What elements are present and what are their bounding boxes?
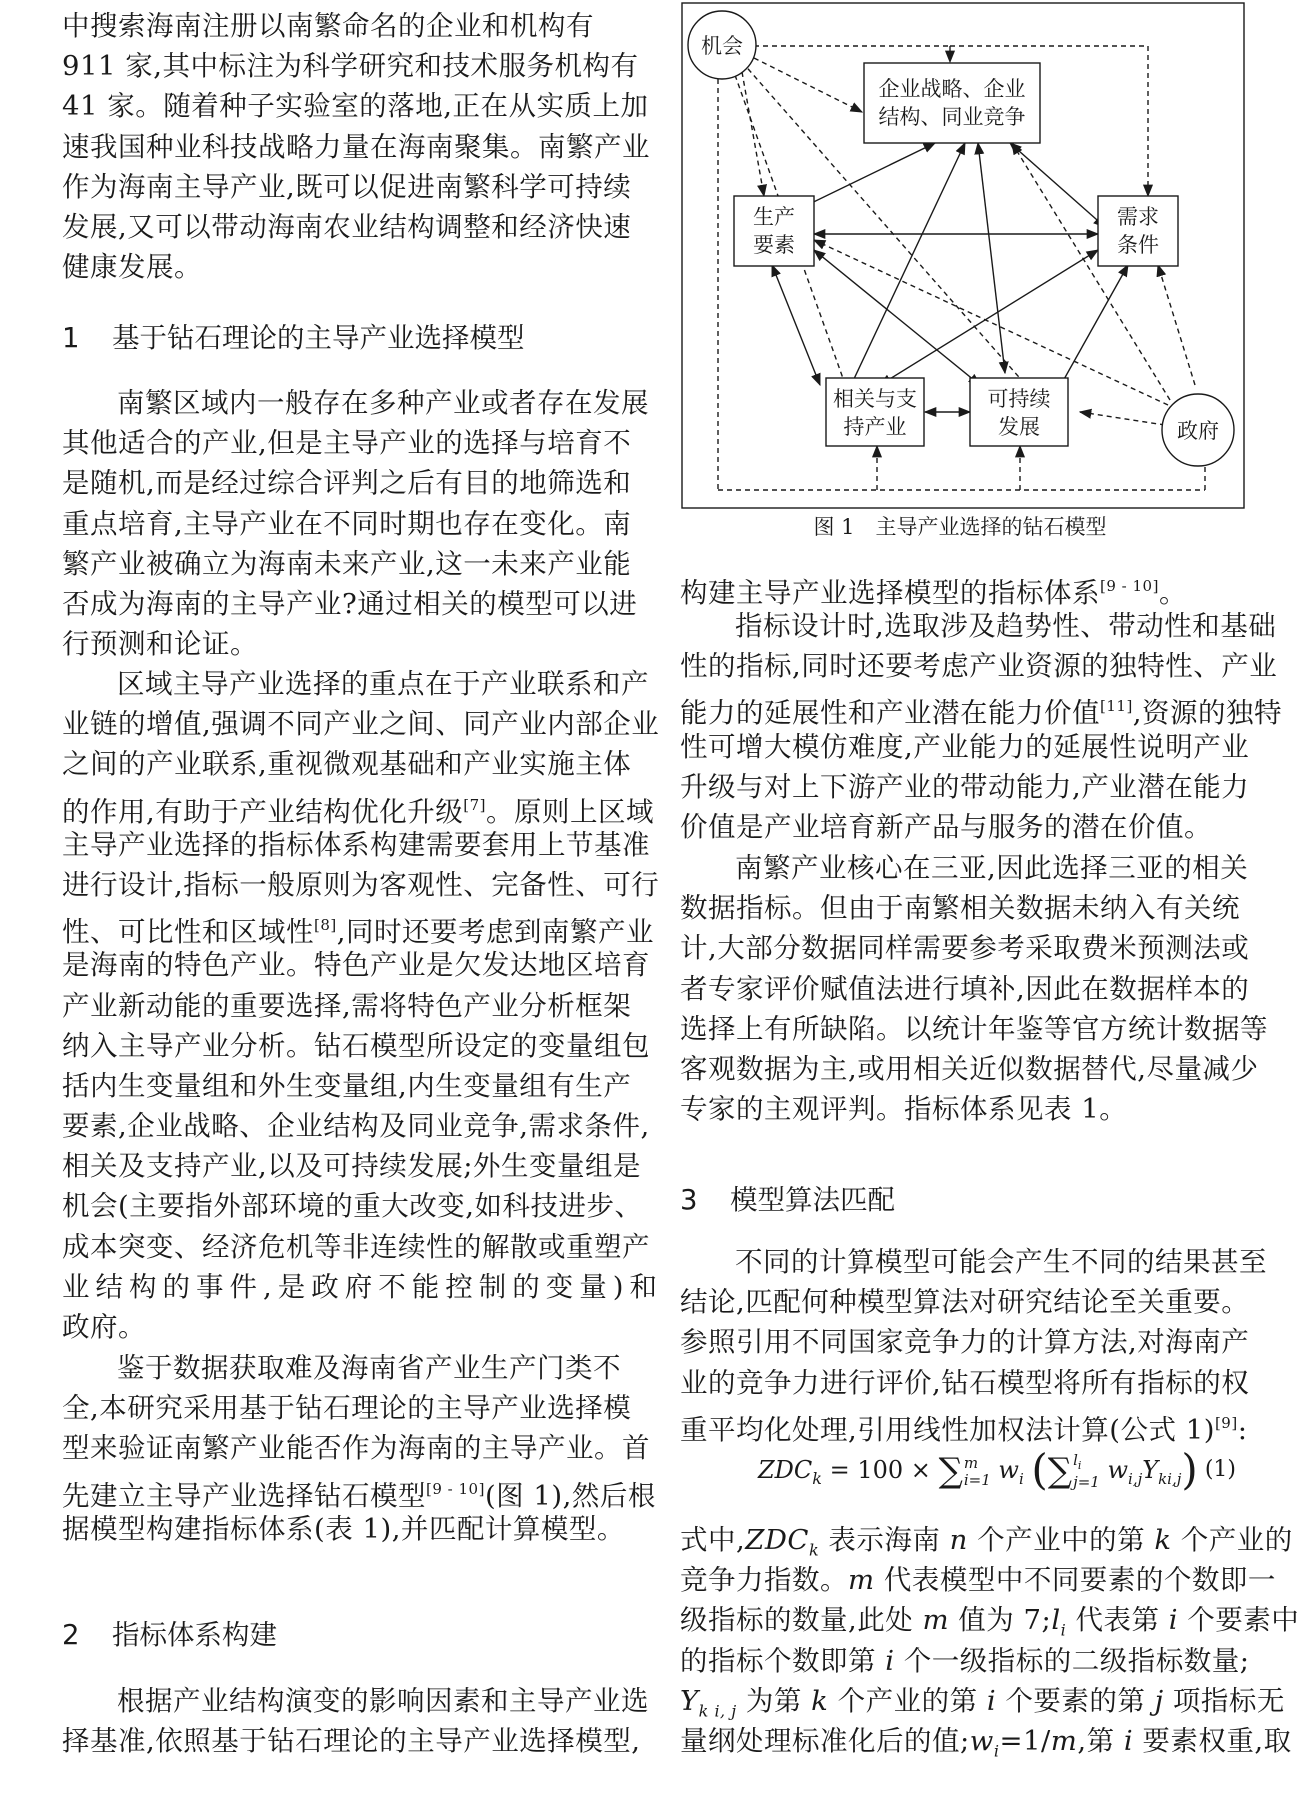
eq-subscript: k [812,1468,822,1488]
strategy-label-2: 结构、同业竞争 [878,105,1026,129]
text-line [680,1721,1292,1761]
text-line: 指标设计时,选取涉及趋势性、带动性和基础 [735,610,1277,642]
text-line: 其他适合的产业,但是主导产业的选择与培育不 [62,427,632,460]
eq-coefficient: = 100 × [829,1456,931,1484]
text-run: 表示海南 [819,1524,950,1556]
text-line: 择基准,依照基于钻石理论的主导产业选择模型, [62,1725,641,1758]
section-number: 3 [680,1184,698,1216]
text-line: 速我国种业科技战略力量在海南聚集。南繁产业 [62,130,650,163]
text-line [680,1600,1300,1640]
diagram-svg [680,0,1248,510]
section-title: 基于钻石理论的主导产业选择模型 [112,322,525,354]
text-line: 括内生变量组和外生变量组,内生变量组有生产 [62,1069,632,1102]
sustain-label-1: 可持续 [987,387,1051,411]
text-line: 南繁区域内一般存在多种产业或者存在发展 [117,387,649,419]
dash-gov-demand [1158,265,1195,385]
text-run: 能力的延展性和产业潜在能力价值 [680,697,1100,730]
sum-icon: ∑ [938,1451,963,1491]
citation: [8] [314,916,337,935]
eq-upper: m [963,1453,979,1472]
left-paren-icon: ( [1031,1445,1048,1494]
paragraph-4 [62,1681,649,1761]
text-line: 鉴于数据获取难及海南省产业生产门类不 [117,1352,621,1384]
text-run: ,第 [1077,1724,1124,1757]
math-sub: i [993,1741,1000,1761]
section-title: 模型算法匹配 [730,1184,895,1216]
section-title: 指标体系构建 [112,1619,277,1651]
text-line: 业链的增值,强调不同产业之间、同产业内部企业 [62,708,660,741]
text-line: 机会(主要指外部环境的重大改变,如科技进步、 [62,1190,643,1223]
text-run: 项指标无 [1163,1684,1285,1717]
text-run: ,资源的独特 [1132,697,1283,730]
text-line: 911 家,其中标注为科学研究和技术服务机构有 [62,50,639,83]
text-line [680,1641,1248,1681]
paragraph-3 [62,1348,656,1549]
section-heading-2 [62,1615,277,1655]
text-run: 个产业中的第 [967,1524,1155,1556]
text-run: 级指标的数量,此处 [680,1604,923,1637]
paragraph-7 [680,1242,1267,1446]
citation: [9] [1214,1413,1238,1432]
text-line: 产业新动能的重要选择,需将特色产业分析框架 [62,989,632,1022]
text-line: 价值是产业培育新产品与服务的潜在价值。 [680,810,1212,843]
text-run: 竞争力指数。 [680,1564,848,1597]
text-line: 成本突变、经济危机等非连续性的解散或重塑产 [62,1230,650,1263]
text-line [62,785,654,828]
text-line: 区域主导产业选择的重点在于产业联系和产 [117,668,649,700]
text-line: 业结构的事件,是政府不能控制的变量)和 [62,1270,663,1303]
text-line: 业的竞争力进行评价,钻石模型将所有指标的权 [680,1366,1250,1399]
paragraph-1 [62,383,649,664]
text-line: 根据产业结构演变的影响因素和主导产业选 [117,1685,649,1717]
math-var: k [1154,1524,1172,1556]
text-run: 先建立主导产业选择钻石模型 [62,1479,426,1512]
math-var: l [1051,1604,1061,1637]
text-line: 繁产业被确立为海南未来产业,这一未来产业能 [62,547,632,580]
citation: [11] [1100,697,1133,716]
text-line [680,686,1283,730]
text-run: 。原则上区域 [486,795,654,828]
section-number: 1 [62,322,80,354]
text-run: 代表模型中不同要素的个数即一 [874,1564,1276,1597]
figure-caption: 图 1 主导产业选择的钻石模型 [813,515,1107,539]
text-run: 值为 7; [949,1604,1052,1637]
text-line: 升级与对上下游产业的带动能力,产业潜在能力 [680,770,1250,803]
section-heading-1 [62,318,525,358]
math-sub: k [808,1540,820,1560]
eq-upper: l [1073,1451,1078,1469]
text-line [680,1403,1248,1446]
diamond-model-figure [680,0,1248,540]
eq-symbol: w [998,1456,1019,1484]
paragraph-6 [680,848,1268,1129]
demand-label-2: 条件 [1117,233,1159,257]
math-var: m [848,1564,875,1597]
eq-lower: j=1 [1073,1473,1100,1491]
text-line: 进行设计,指标一般原则为客观性、完备性、可行 [62,868,660,901]
text-line: 作为海南主导产业,既可以促进南繁科学可持续 [62,170,632,203]
dash-gov-strategy [1012,143,1170,400]
text-line: 性的指标,同时还要考虑产业资源的独特性、产业 [680,650,1278,683]
sustain-label-2: 发展 [998,415,1040,439]
math-var: i [986,1684,997,1717]
text-run: 个要素中 [1178,1604,1300,1637]
text-line: 41 家。随着种子实验室的落地,正在从实质上加 [62,90,649,123]
equation-1 [680,1440,1248,1500]
text-run: 代表第 [1066,1604,1169,1637]
right-paren-icon: ) [1181,1445,1198,1494]
text-line: 性可增大模仿难度,产业能力的延展性说明产业 [680,730,1250,763]
eq-symbol: ZDC [758,1456,813,1484]
text-line: 者专家评价赋值法进行填补,因此在数据样本的 [680,972,1250,1005]
math-var: k [811,1684,829,1717]
factor-label-2: 要素 [753,233,795,257]
text-run: =1/ [999,1724,1051,1757]
text-line: 中搜索海南注册以南繁命名的企业和机构有 [62,10,594,42]
citation: [9 - 10] [426,1479,485,1498]
edge-factor-sustain [814,250,980,385]
text-line: 健康发展。 [62,251,202,284]
text-line [680,566,1187,609]
text-line: 计,大部分数据同样需要参考采取费米预测法或 [680,932,1250,965]
citation: [7] [463,795,486,814]
math-var: i [885,1644,895,1677]
related-label-1: 相关与支 [833,387,917,411]
text-line: 相关及支持产业,以及可持续发展;外生变量组是 [62,1150,642,1183]
text-line [680,1560,1276,1600]
text-run: ,同时还要考虑到南繁产业 [336,916,654,949]
edge-strategy-demand [1010,143,1105,227]
text-line: 否成为海南的主导产业?通过相关的模型可以进 [62,587,638,620]
text-run: 的作用,有助于产业结构优化升级 [62,795,464,828]
edge-demand-sustain [1058,265,1128,390]
edge-strategy-related [845,143,965,398]
text-run: 式中, [680,1524,746,1556]
sum-icon: ∑ [1047,1451,1073,1491]
node-strategy [864,63,1040,143]
text-run: 个产业的第 [828,1684,987,1717]
text-run: 个产业的 [1171,1524,1293,1556]
paragraph-2 [62,664,663,1347]
opportunity-label: 机会 [701,34,743,58]
eq-lower: i=1 [963,1470,991,1489]
text-line: 全,本研究采用基于钻石理论的主导产业选择模 [62,1392,632,1425]
factor-label-1: 生产 [753,205,795,229]
text-line: 数据指标。但由于南繁相关数据未纳入有关统 [680,892,1240,925]
math-var: m [922,1604,950,1637]
dash-opp-strategy [754,58,862,112]
text-line [680,1681,1285,1721]
dash-opp-factor [742,72,764,196]
text-run: 的指标个数即第 [680,1644,886,1677]
math-var: ZDC [745,1524,809,1556]
eq-subscript: i,j [1128,1469,1143,1488]
text-line: 不同的计算模型可能会产生不同的结果甚至 [735,1246,1267,1278]
text-line: 发展,又可以带动海南农业结构调整和经济快速 [62,210,632,243]
section-number: 2 [62,1619,80,1651]
equation-body [758,1440,1198,1509]
paragraph-5 [680,606,1283,847]
math-var: Y [680,1684,699,1717]
text-line: 据模型构建指标体系(表 1),并匹配计算模型。 [62,1512,625,1545]
math-var: i [1123,1724,1134,1757]
eq-subscript: i [1018,1469,1024,1488]
math-var: w [969,1724,994,1757]
text-line: 专家的主观评判。指标体系见表 1。 [680,1093,1128,1126]
text-run: 个一级指标的二级指标数量; [894,1644,1250,1677]
citation: [9 - 10] [1100,577,1159,595]
eq-symbol: w [1107,1456,1129,1484]
text-line: 主导产业选择的指标体系构建需要套用上节基准 [62,828,650,861]
eq-symbol: Y [1142,1456,1159,1484]
strategy-label-1: 企业战略、企业 [878,77,1026,101]
equation-explanation [680,1520,1300,1761]
text-run: 。 [1158,577,1187,609]
text-line: 型来验证南繁产业能否作为海南的主导产业。首 [62,1432,650,1465]
text-run: 为第 [736,1684,812,1717]
text-line: 行预测和论证。 [62,628,258,661]
section-heading-3 [680,1180,895,1220]
dash-gov-sustain [1080,412,1165,425]
text-line: 重点培育,主导产业在不同时期也存在变化。南 [62,507,632,540]
intro-paragraph [62,6,650,287]
edge-demand-related [880,250,1098,385]
text-line: 结论,匹配何种模型算法对研究结论至关重要。 [680,1286,1250,1319]
text-run: 个要素的第 [996,1684,1155,1717]
sum-limits [964,1455,991,1489]
math-var: n [949,1524,968,1556]
sum-limits [1073,1452,1100,1491]
edge-strategy-sustain [978,143,1005,373]
equation-number: (1) [1204,1457,1236,1482]
text-run: 重平均化处理,引用线性加权法计算(公式 1) [680,1413,1215,1446]
text-line: 选择上有所缺陷。以统计年鉴等官方统计数据等 [680,1012,1268,1045]
text-line [680,1520,1293,1560]
text-run: (图 1),然后根 [484,1479,656,1512]
text-line: 政府。 [62,1311,146,1343]
text-run: 构建主导产业选择模型的指标体系 [680,577,1100,609]
math-var: m [1050,1724,1078,1757]
text-run: 性、可比性和区域性 [62,916,314,949]
demand-label-1: 需求 [1117,205,1159,229]
text-line: 参照引用不同国家竞争力的计算方法,对海南产 [680,1326,1250,1359]
math-sub: i [1060,1620,1067,1640]
government-label: 政府 [1177,419,1219,443]
eq-subscript: i [1077,1459,1082,1472]
math-var: i [1168,1604,1179,1637]
text-line [62,1469,656,1512]
eq-subscript: ki,j [1158,1469,1182,1488]
text-line: 是海南的特色产业。特色产业是欠发达地区培育 [62,949,650,982]
text-line: 是随机,而是经过综合评判之后有目的地筛选和 [62,467,632,500]
edge-factor-related [772,265,820,385]
text-line: 要素,企业战略、企业结构及同业竞争,需求条件, [62,1110,650,1143]
text-line: 纳入主导产业分析。钻石模型所设定的变量组包 [62,1029,650,1062]
math-sub: k i, j [698,1701,737,1721]
text-run: : [1237,1413,1248,1446]
text-run: 量纲处理标准化后的值; [680,1724,970,1757]
math-var: j [1154,1684,1164,1717]
text-line: 之间的产业联系,重视微观基础和产业实施主体 [62,748,632,781]
related-label-2: 持产业 [843,415,907,439]
text-line: 客观数据为主,或用相关近似数据替代,尽量减少 [680,1052,1259,1085]
text-line: 南繁产业核心在三亚,因此选择三亚的相关 [735,852,1249,884]
text-line [62,905,654,949]
text-run: 要素权重,取 [1133,1724,1292,1757]
